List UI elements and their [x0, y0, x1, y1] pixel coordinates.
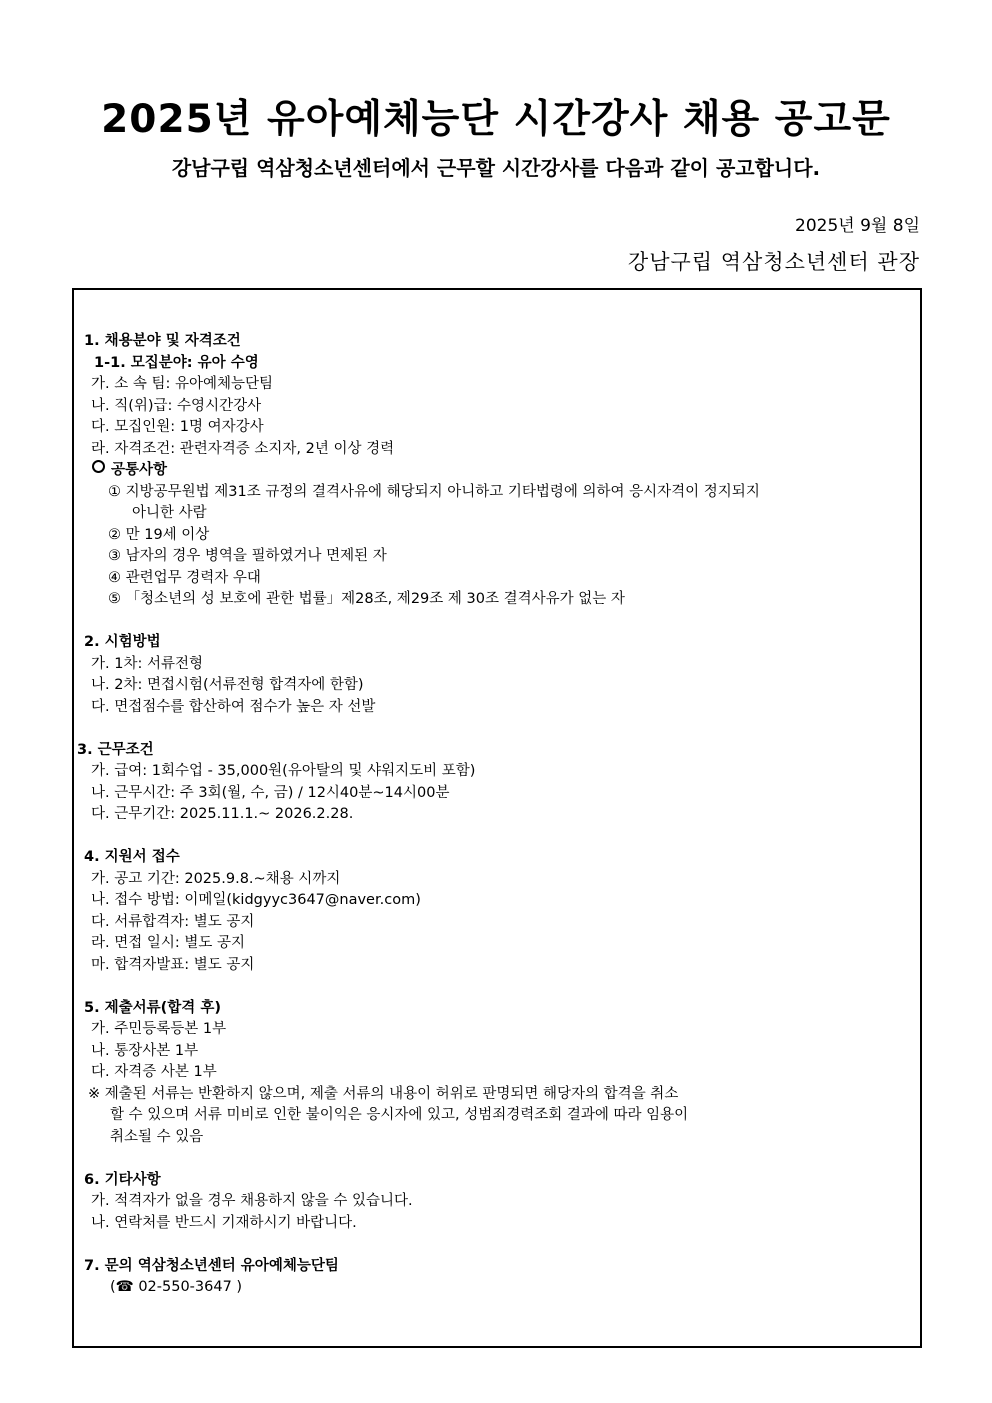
document-title: 2025년 유아예체능단 시간강사 채용 공고문: [101, 97, 891, 142]
list-item: 다. 자격증 사본 1부: [91, 1064, 217, 1080]
note: ※ 제출된 서류는 반환하지 않으며, 제출 서류의 내용이 허위로 판명되면 해당자의 합격을 취소: [88, 1085, 679, 1102]
list-item: 나. 접수 방법: 이메일(kidgyyc3647@naver.com): [91, 892, 421, 908]
list-item: 나. 근무시간: 주 3회(월, 수, 금) / 12시40분~14시00분: [91, 784, 450, 801]
list-item: 가. 주민등록등본 1부: [91, 1021, 227, 1037]
list-item: 나. 2차: 면접시험(서류전형 합격자에 한함): [91, 677, 364, 693]
section-heading: 7. 문의 역삼청소년센터 유아예체능단팀: [84, 1257, 339, 1274]
document-subtitle: 강남구립 역삼청소년센터에서 근무할 시간강사를 다음과 같이 공고합니다.: [171, 156, 821, 180]
list-item: ④ 관련업무 경력자 우대: [108, 569, 261, 586]
list-item: 라. 면접 일시: 별도 공지: [91, 935, 245, 951]
notice-content: [74, 331, 920, 1299]
section-heading: 3. 근무조건: [77, 741, 154, 758]
list-item: ① 지방공무원법 제31조 규정의 결격사유에 해당되지 아니하고 기타법령에 의하여 응시자격이 정지되지: [108, 483, 760, 500]
list-item: ③ 남자의 경우 병역을 필하였거나 면제된 자: [108, 548, 387, 564]
list-item: 나. 연락처를 반드시 기재하시기 바랍니다.: [91, 1214, 357, 1231]
section-heading: 6. 기타사항: [84, 1171, 161, 1188]
list-item: 마. 합격자발표: 별도 공지: [91, 956, 255, 973]
list-item: ② 만 19세 이상: [108, 526, 210, 543]
list-item: 가. 1차: 서류전형: [91, 655, 203, 672]
list-item: ⑤ 「청소년의 성 보호에 관한 법률」제28조, 제29조 제 30조 결격사유가 없는 자: [108, 591, 625, 607]
issuer: 강남구립 역삼청소년센터 관장: [627, 250, 920, 274]
list-item: 다. 모집인원: 1명 여자강사: [91, 419, 264, 435]
list-item: 라. 자격조건: 관련자격증 소지자, 2년 이상 경력: [91, 440, 395, 457]
list-item-continued: 아니한 사람: [132, 505, 207, 521]
section-heading: 2. 시험방법: [84, 634, 161, 650]
list-item: 가. 공고 기간: 2025.9.8.~채용 시까지: [91, 870, 341, 887]
section-heading: 1. 채용분야 및 자격조건: [84, 333, 241, 349]
announcement-date: 2025년 9월 8일: [795, 216, 920, 236]
common-requirements-heading: 공통사항: [74, 460, 920, 482]
section-heading: 4. 지원서 접수: [84, 849, 180, 865]
list-item: 나. 직(위)급: 수영시간강사: [91, 397, 262, 414]
subsection-heading: 1-1. 모집분야: 유아 수영: [94, 354, 259, 371]
list-item: 가. 소 속 팀: 유아예체능단팀: [91, 376, 274, 392]
list-item: 가. 급여: 1회수업 - 35,000원(유아탈의 및 샤워지도비 포함): [91, 763, 476, 779]
notice-box: [72, 288, 922, 1348]
section-heading: 5. 제출서류(합격 후): [84, 999, 221, 1016]
list-item: 다. 서류합격자: 별도 공지: [91, 913, 255, 930]
circle-bullet-icon: [92, 460, 105, 473]
note-continued: 취소될 수 있음: [110, 1128, 204, 1145]
list-item: 가. 적격자가 없을 경우 채용하지 않을 수 있습니다.: [91, 1193, 413, 1209]
list-item: 다. 근무기간: 2025.11.1.~ 2026.2.28.: [91, 806, 354, 822]
contact-phone: (☎ 02-550-3647 ): [110, 1279, 243, 1295]
list-item: 나. 통장사본 1부: [91, 1042, 199, 1059]
note-continued: 할 수 있으며 서류 미비로 인한 불이익은 응시자에 있고, 성범죄경력조회 결과에 따라 임용이: [110, 1107, 689, 1123]
list-item: 다. 면접점수를 합산하여 점수가 높은 자 선발: [91, 698, 376, 715]
